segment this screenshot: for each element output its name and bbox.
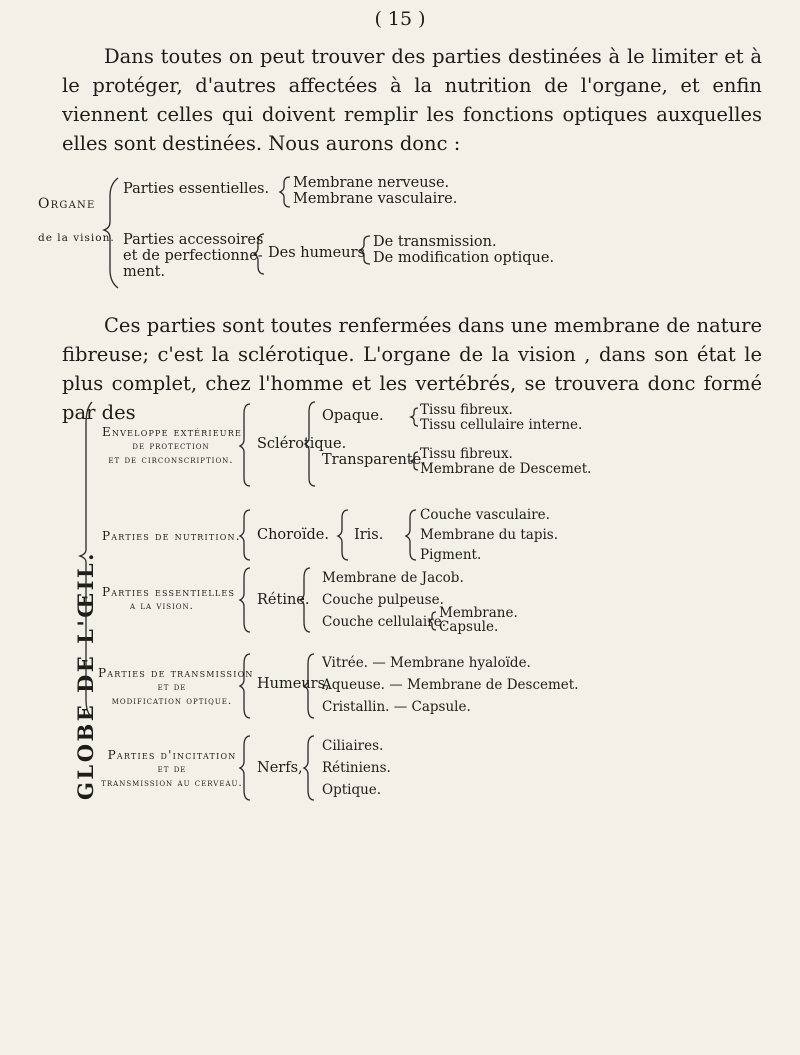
opaque: Opaque. [322, 408, 384, 424]
essential-item: Membrane nerveuse. [293, 175, 450, 191]
nerfs-item: Ciliaires. [322, 738, 384, 754]
nutrition-item: Couche vasculaire. [420, 507, 550, 523]
brace-essentielles [240, 568, 250, 632]
essential-parts: Parties essentielles. [123, 181, 270, 197]
incitation-line: Parties d'incitation [107, 748, 237, 762]
enveloppe-line: Enveloppe extérieure [102, 425, 243, 439]
humeurs-globe-item: Cristallin. — Capsule. [322, 699, 471, 715]
brace-iris [406, 510, 416, 560]
choroide: Choroïde. [257, 527, 329, 543]
retine-item: Membrane de Jacob. [322, 570, 464, 586]
nerfs-items [322, 735, 391, 801]
humeurs-label: Des humeurs [268, 245, 365, 261]
nutrition-item: Membrane du tapis. [420, 527, 559, 543]
brace-globe-left [80, 402, 92, 718]
accessory-line: et de perfectionne- [123, 248, 263, 264]
accessory-line: ment. [123, 264, 166, 280]
brace-choroide [338, 510, 348, 560]
essentielles-label [102, 585, 236, 613]
transmission-line: modification optique. [111, 695, 233, 707]
brace-nutrition [240, 510, 250, 560]
transmission-line: et de [157, 681, 187, 693]
organ-label-2: de la vision. [38, 232, 115, 244]
paragraph-sclerotic-text: Ces parties sont toutes renfermées dans une membrane de nature fibreuse; c'est la sclérotique. L'organe de la vision , dans son état le plus complet, chez l'homme et les vertébrés, se trouvera donc formé par des [62, 314, 762, 424]
transparente-item: Membrane de Descemet. [420, 461, 592, 477]
humeurs-item: De modification optique. [373, 250, 555, 266]
retine-item: Couche pulpeuse. [322, 592, 444, 608]
nutrition-item: Pigment. [420, 547, 482, 563]
incitation-line: et de [157, 763, 187, 775]
humeurs-globe-item: Vitrée. — Membrane hyaloïde. [322, 655, 531, 671]
iris: Iris. [354, 527, 384, 543]
humeurs: Humeurs, [257, 676, 330, 692]
vertical-label-globe: GLOBE DE L'ŒIL. [73, 551, 98, 800]
humeurs-item: De transmission. [373, 234, 497, 250]
essentielles-line: Parties essentielles [102, 585, 236, 599]
brace-nerfs [304, 736, 314, 800]
opaque-item: Tissu cellulaire interne. [420, 417, 583, 433]
page-number: ( 15 ) [374, 8, 426, 30]
nutrition-label: Parties de nutrition. [102, 529, 241, 543]
humeurs-items-globe [322, 652, 579, 718]
brace-opaque [411, 408, 418, 426]
essential-item: Membrane vasculaire. [293, 191, 458, 207]
nerfs-item: Optique. [322, 782, 382, 798]
sclerotique: Sclérotique. [257, 436, 347, 452]
accessory-line: Parties accessoires [123, 232, 264, 248]
brace-enveloppe [240, 404, 250, 486]
enveloppe-line: et de circonscription. [108, 454, 234, 466]
transparente: Transparente. [322, 452, 426, 468]
nerfs-item: Rétiniens. [322, 760, 391, 776]
couche-cellulaire-item: Capsule. [439, 619, 499, 635]
transmission-label [98, 666, 254, 708]
enveloppe-label [102, 425, 243, 467]
transparente-items [420, 447, 591, 477]
humeurs-globe-item: Aqueuse. — Membrane de Descemet. [322, 677, 579, 693]
incitation-label [98, 748, 246, 790]
transparente-item: Tissu fibreux. [420, 446, 513, 462]
nutrition-items [420, 505, 558, 565]
essentielles-line: a la vision. [129, 600, 195, 612]
retine-item: Couche cellulaire. [322, 614, 446, 630]
transmission-line: Parties de transmission [98, 666, 254, 680]
couche-cellulaire-items [439, 606, 518, 634]
incitation-line: transmission au cerveau. [101, 777, 243, 789]
couche-cellulaire-item: Membrane. [439, 605, 518, 621]
paragraph-intro-text: Dans toutes on peut trouver des parties destinées à le limiter et à le protéger, d'autres affectées à la nutrition de l'organe, et enfin viennent celles qui doivent remplir les fonctions optiques auxquelles elles sont destinées. Nous aurons donc : [62, 45, 762, 155]
nerfs: Nerfs, [257, 760, 303, 776]
retine: Rétine. [257, 592, 310, 608]
enveloppe-line: de protection [132, 440, 210, 452]
opaque-item: Tissu fibreux. [420, 402, 513, 418]
organ-label-1: Organe [38, 196, 96, 212]
opaque-items [420, 403, 582, 433]
